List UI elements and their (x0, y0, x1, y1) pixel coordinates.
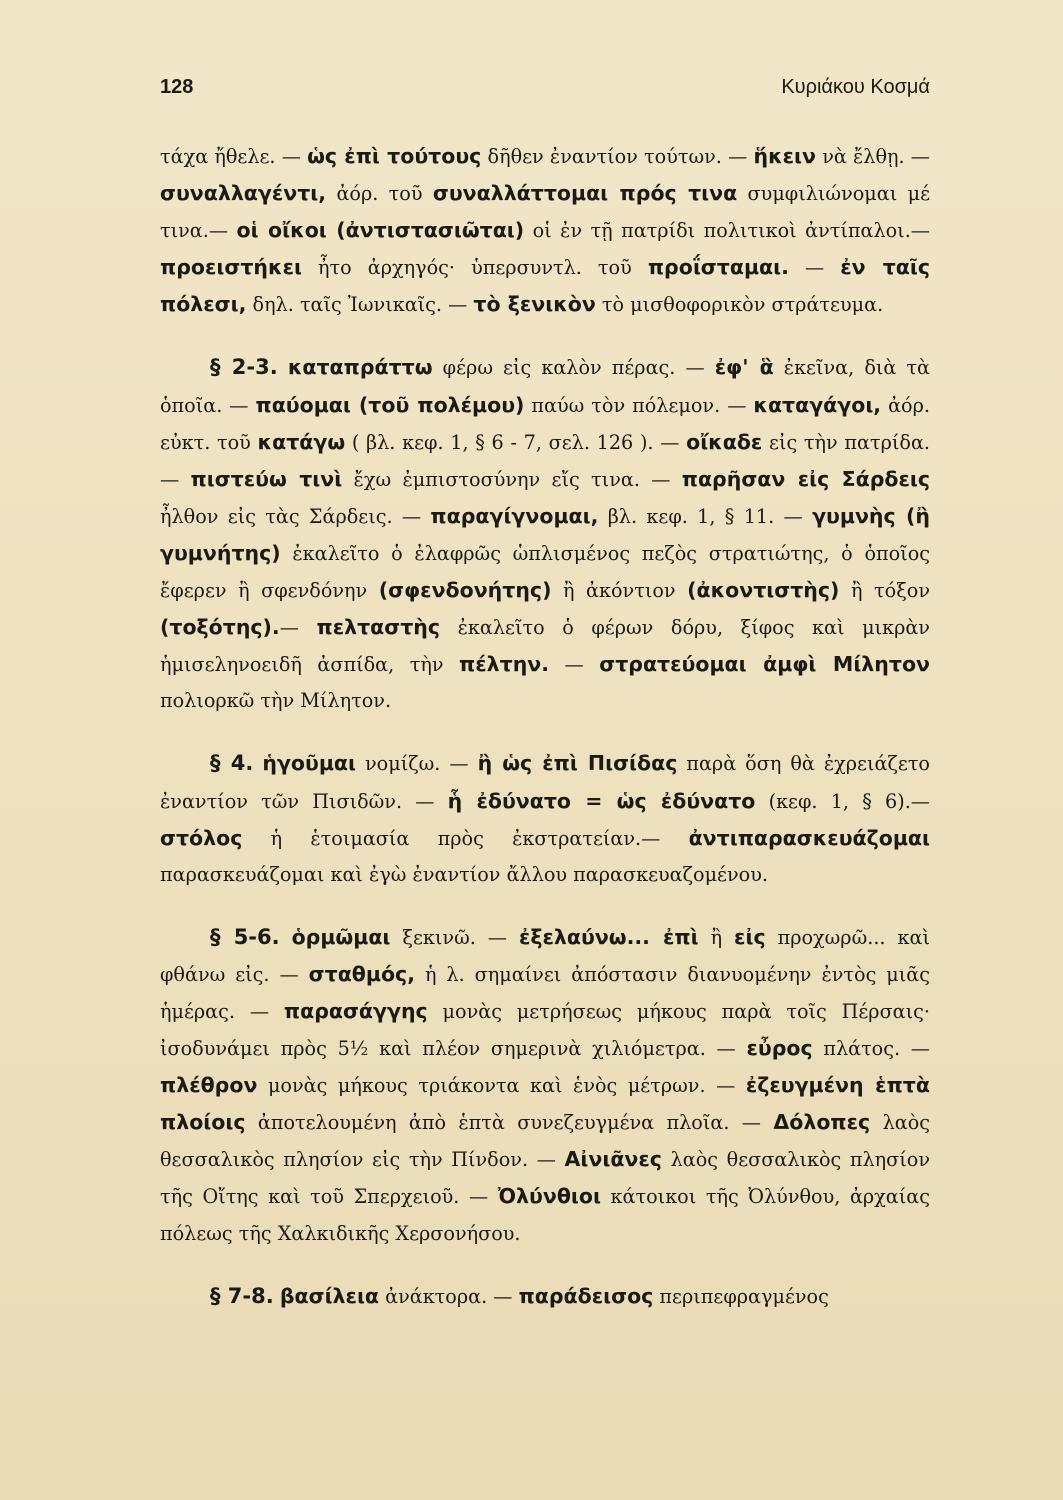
gloss-text: πλάτος. — (812, 1037, 930, 1061)
section-marker: § 7-8. (210, 1283, 274, 1308)
glossary-term: οἴκαδε (686, 429, 763, 454)
gloss-text: συμφιλιώνομαι μέ τινα.— (160, 182, 931, 243)
glossary-term: πλέθρον (160, 1073, 258, 1098)
gloss-text: ἐκαλεῖτο ὁ ἐλαφρῶς ὡπλισμένος πεζὸς στρατιώτης, ὁ ὁποῖος ἔφερεν ἢ σφενδόνην (160, 541, 930, 603)
glossary-term: παρασάγγης (283, 998, 428, 1023)
gloss-text: μονὰς μήκους τριάκοντα καὶ ἑνὸς μέτρων. — (257, 1074, 746, 1098)
glossary-term: προειστήκει (160, 255, 302, 280)
gloss-text: τὸ μισθοφορικὸν στράτευμα. (595, 293, 884, 317)
gloss-text: — (279, 616, 317, 640)
gloss-text: φέρω εἰς καλὸν πέρας. — (432, 356, 715, 380)
glossary-term: ἐν ταῖς πόλεσι, (160, 255, 931, 317)
gloss-text: δηλ. ταῖς Ἰωνικαῖς. — (246, 293, 474, 317)
gloss-text: παρὰ ὅση θὰ ἐχρειάζετο ἐναντίον τῶν Πισιδῶν. — (160, 752, 930, 813)
gloss-text: λαὸς θεσσαλικὸς πλησίον τῆς Οἴτης καὶ τοῦ Σπερχειοῦ. — (160, 1148, 931, 1209)
glossary-term: Ὀλύνθιοι (497, 1184, 601, 1209)
gloss-text: πολιορκῶ τὴν Μίλητον. (160, 689, 392, 713)
gloss-text: παύω τὸν πόλεμον. — (524, 393, 754, 417)
gloss-text: βλ. κεφ. 1, § 11. — (598, 504, 813, 528)
glossary-term: παύομαι (τοῦ πολέμου) (255, 392, 525, 417)
glossary-term: προΐσταμαι. (647, 255, 789, 280)
glossary-term: πιστεύω τινὶ (190, 466, 343, 491)
glossary-term: βασίλεια (279, 1283, 380, 1308)
glossary-term: εὖρος (746, 1036, 813, 1061)
gloss-text: ἡ λ. σημαίνει ἀπόστασιν διανυομένην ἐντὸς μιᾶς ἡμέρας. — (160, 962, 930, 1023)
glossary-term: ἐζευγμένη ἑπτὰ πλοίοις (160, 1073, 930, 1135)
glossary-term: καταγάγοι, (753, 392, 882, 417)
glossary-term: παρῆσαν εἰς Σάρδεις (681, 466, 930, 491)
paragraph (160, 138, 930, 323)
section-marker: § 4. (210, 751, 254, 776)
gloss-text: τάχα ἤθελε. — (160, 145, 308, 168)
gloss-text: ἢ ἀκόντιον (551, 579, 688, 603)
glossary-term: συναλλάττομαι πρός τινα (432, 181, 738, 206)
gloss-text: ἀνάκτορα. — (379, 1284, 519, 1308)
gloss-text: λαὸς θεσσαλικὸς πλησίον εἰς τὴν Πίνδον. — (160, 1111, 930, 1172)
gloss-text: ἦτο ἀρχηγός· ὑπερσυντλ. τοῦ (301, 256, 648, 280)
glossary-term: πέλτην. (459, 652, 550, 677)
glossary-term: συναλλαγέντι, (160, 181, 327, 206)
glossary-term: ἥκειν (753, 144, 816, 168)
gloss-text: νομίζω. — (356, 752, 478, 776)
gloss-text: προχωρῶ... καὶ φθάνω εἰς. — (160, 925, 930, 986)
glossary-term: στρατεύομαι ἀμφὶ Μίλητον (599, 652, 931, 677)
glossary-term: ὡς ἐπὶ τούτους (307, 144, 482, 168)
gloss-text: περιπεφραγμένος (653, 1284, 829, 1308)
glossary-term: (τοξότης). (160, 615, 280, 640)
section-marker: § 2-3. (210, 355, 278, 380)
glossary-term: γυμνὴς (ἢ γυμνήτης) (160, 503, 931, 565)
glossary-term: σταθμός, (308, 961, 415, 986)
paragraph (160, 1278, 930, 1315)
glossary-term: στόλος (160, 825, 243, 850)
page-header (160, 70, 930, 110)
glossary-term: (ἀκοντιστὴς) (687, 578, 840, 603)
glossary-term: (σφενδονήτης) (378, 578, 552, 603)
paragraph (160, 919, 930, 1252)
gloss-text: ἢ (698, 925, 735, 949)
gloss-text: δῆθεν ἐναντίον τούτων. — (481, 145, 754, 168)
glossary-term: κατάγω (257, 429, 346, 454)
glossary-term: Δόλοπες (773, 1110, 871, 1135)
glossary-term: παράδεισος (518, 1283, 654, 1308)
gloss-text (253, 752, 262, 775)
gloss-text: ἐκεῖνα, διὰ τὰ ὁποῖα. — (160, 356, 931, 417)
page-body (160, 138, 930, 1315)
gloss-text: ἀόρ. τοῦ (326, 182, 433, 206)
glossary-term: ἐξελαύνω... ἐπὶ (518, 924, 699, 949)
gloss-text: παρασκευάζομαι καὶ ἐγὼ ἐναντίον ἄλλου παρασκευαζομένου. (160, 862, 768, 886)
section-marker: § 5-6. (210, 924, 280, 949)
gloss-text: ἀποτελουμένη ἀπὸ ἑπτὰ συνεζευγμένα πλοῖα. — (245, 1111, 774, 1135)
paragraph (160, 745, 930, 892)
glossary-term: ἧ ἐδύνατο = ὡς ἐδύνατο (447, 788, 756, 813)
gloss-text: ἢ τόξον (839, 579, 930, 603)
glossary-term: ὁρμῶμαι (291, 924, 391, 949)
glossary-term: καταπράττω (287, 355, 433, 380)
gloss-text: μονὰς μετρήσεως μήκους παρὰ τοῖς Πέρσαις· ἰσοδυνάμει πρὸς 5½ καὶ πλέον σημερινὰ χιλιόμετρα. — (160, 999, 930, 1061)
page-number: 128 (160, 76, 194, 98)
glossary-term: οἱ οἴκοι (ἀντιστασιῶται) (236, 218, 525, 243)
glossary-term: τὸ ξενικὸν (473, 292, 596, 317)
gloss-text: ἐκαλεῖτο ὁ φέρων δόρυ, ξίφος καὶ μικρὰν ἡμισεληνοειδῆ ἀσπίδα, τὴν (160, 616, 930, 677)
gloss-text: (κεφ. 1, § 6).— (755, 789, 930, 813)
gloss-text: ξεκινῶ. — (390, 925, 519, 949)
gloss-text: ἔχω ἐμπιστοσύνην εἴς τινα. — (342, 467, 682, 491)
glossary-term: παραγίγνομαι, (430, 503, 599, 528)
paragraph (160, 349, 930, 719)
gloss-text: ἦλθον εἰς τὰς Σάρδεις. — (160, 504, 431, 528)
gloss-text: ἡ ἑτοιμασία πρὸς ἐκστρατείαν.— (242, 826, 689, 850)
glossary-term: ἀντιπαρασκευάζομαι (688, 825, 930, 850)
glossary-term: ἐφ' ἃ (714, 355, 774, 380)
gloss-text: εἰς τὴν πατρίδα. — (160, 430, 930, 491)
glossary-term: εἰς (734, 924, 766, 949)
gloss-text: νὰ ἔλθῃ. — (816, 145, 930, 168)
gloss-text: οἱ ἐν τῇ πατρίδι πολιτικοὶ ἀντίπαλοι.— (524, 219, 930, 243)
gloss-text: ( βλ. κεφ. 1, § 6 - 7, σελ. 126 ). — (345, 430, 687, 454)
gloss-text: — (788, 256, 841, 280)
glossary-term: ἡγοῦμαι (262, 751, 356, 776)
running-head: Κυριάκου Κοσμά (781, 76, 930, 98)
glossary-term: Αἰνιᾶνες (564, 1147, 662, 1172)
gloss-text: — (549, 653, 600, 677)
gloss-text: ἀόρ. εὐκτ. τοῦ (160, 393, 930, 454)
gloss-text (280, 926, 292, 949)
glossary-term: ἢ ὡς ἐπὶ Πισίδας (477, 751, 678, 776)
gloss-text (278, 356, 288, 379)
glossary-term: πελταστὴς (316, 615, 441, 640)
gloss-text: κάτοικοι τῆς Ὀλύνθου, ἀρχαίας πόλεως τῆς Χαλκιδικῆς Χερσονήσου. (160, 1185, 930, 1245)
